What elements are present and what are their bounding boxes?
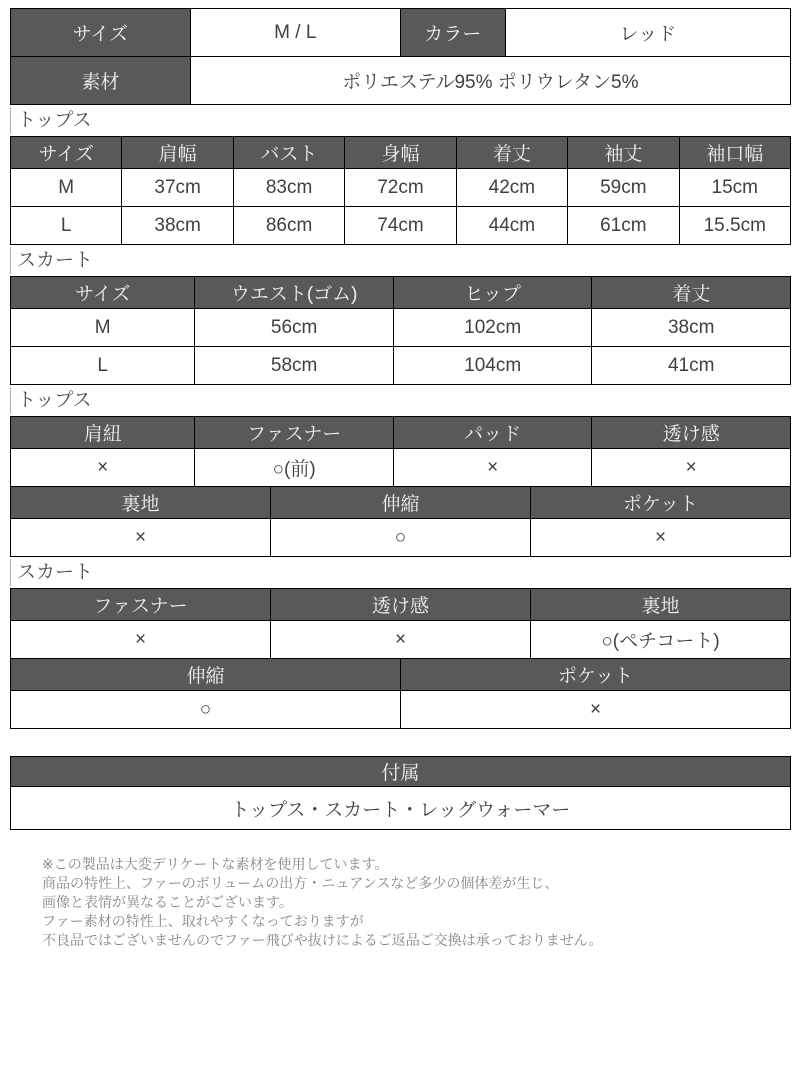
skirt-size-table xyxy=(10,276,791,385)
column-header: サイズ xyxy=(11,277,195,309)
feature-header: ファスナー xyxy=(11,589,271,621)
feature-header: 肩紐 xyxy=(11,417,195,449)
feature-header: 伸縮 xyxy=(11,659,401,691)
column-header: バスト xyxy=(233,137,344,169)
table-row xyxy=(11,347,791,385)
section-label-skirt-size: スカート xyxy=(10,247,791,274)
measure-cell: 74cm xyxy=(345,207,456,245)
table-row xyxy=(11,449,791,487)
measure-cell: 15cm xyxy=(679,169,790,207)
feature-value: × xyxy=(592,449,791,487)
table-row xyxy=(11,621,791,659)
table-row xyxy=(11,787,791,830)
column-header: 肩幅 xyxy=(122,137,233,169)
accessories-value: トップス・スカート・レッグウォーマー xyxy=(11,787,791,830)
feature-header: パッド xyxy=(393,417,592,449)
table-header-row xyxy=(11,757,791,787)
size-cell: L xyxy=(11,207,122,245)
size-cell: M xyxy=(11,309,195,347)
measure-cell: 86cm xyxy=(233,207,344,245)
measure-cell: 61cm xyxy=(568,207,679,245)
measure-cell: 38cm xyxy=(122,207,233,245)
note-line: 不良品ではございませんのでファー飛びや抜けによるご返品ご交換は承っておりません。 xyxy=(42,932,603,948)
column-header: 着丈 xyxy=(456,137,567,169)
table-row xyxy=(11,9,791,57)
material-label: 素材 xyxy=(11,57,191,105)
product-notes xyxy=(10,855,791,950)
feature-header: ポケット xyxy=(531,487,791,519)
column-header: ウエスト(ゴム) xyxy=(195,277,394,309)
skirt-features-table-row2 xyxy=(10,658,791,729)
measure-cell: 56cm xyxy=(195,309,394,347)
feature-value: × xyxy=(271,621,531,659)
column-header: 袖口幅 xyxy=(679,137,790,169)
measure-cell: 42cm xyxy=(456,169,567,207)
table-row xyxy=(11,309,791,347)
feature-value: × xyxy=(11,621,271,659)
measure-cell: 44cm xyxy=(456,207,567,245)
tops-features-table-row2 xyxy=(10,486,791,557)
color-value: レッド xyxy=(505,9,790,57)
feature-header: 裏地 xyxy=(531,589,791,621)
table-header-row xyxy=(11,137,791,169)
measure-cell: 15.5cm xyxy=(679,207,790,245)
note-line: 画像と表情が異なることがございます。 xyxy=(42,894,293,910)
table-header-row xyxy=(11,487,791,519)
column-header: サイズ xyxy=(11,137,122,169)
skirt-features-table-row1 xyxy=(10,588,791,659)
section-label-skirt-features: スカート xyxy=(10,559,791,586)
size-value: M / L xyxy=(190,9,400,57)
feature-header: 伸縮 xyxy=(271,487,531,519)
table-header-row xyxy=(11,277,791,309)
measure-cell: 83cm xyxy=(233,169,344,207)
accessories-table xyxy=(10,756,791,830)
tops-features-table-row1 xyxy=(10,416,791,487)
measure-cell: 37cm xyxy=(122,169,233,207)
feature-value: ○(ペチコート) xyxy=(531,621,791,659)
size-label: サイズ xyxy=(11,9,191,57)
column-header: 袖丈 xyxy=(568,137,679,169)
measure-cell: 41cm xyxy=(592,347,791,385)
table-row xyxy=(11,519,791,557)
column-header: 着丈 xyxy=(592,277,791,309)
note-line: 商品の特性上、ファーのボリュームの出方・ニュアンスなど多少の個体差が生じ、 xyxy=(42,875,559,891)
note-line: ファー素材の特性上、取れやすくなっておりますが xyxy=(42,913,364,929)
measure-cell: 72cm xyxy=(345,169,456,207)
table-row xyxy=(11,691,791,729)
size-cell: M xyxy=(11,169,122,207)
info-table xyxy=(10,8,791,105)
feature-value: × xyxy=(393,449,592,487)
table-header-row xyxy=(11,659,791,691)
table-header-row xyxy=(11,589,791,621)
table-row xyxy=(11,207,791,245)
size-cell: L xyxy=(11,347,195,385)
feature-value: × xyxy=(11,449,195,487)
measure-cell: 38cm xyxy=(592,309,791,347)
feature-value: ○ xyxy=(271,519,531,557)
feature-value: × xyxy=(11,519,271,557)
measure-cell: 59cm xyxy=(568,169,679,207)
feature-header: ファスナー xyxy=(195,417,394,449)
color-label: カラー xyxy=(400,9,505,57)
table-row xyxy=(11,57,791,105)
measure-cell: 58cm xyxy=(195,347,394,385)
column-header: ヒップ xyxy=(393,277,592,309)
tops-size-table xyxy=(10,136,791,245)
measure-cell: 102cm xyxy=(393,309,592,347)
accessories-header: 付属 xyxy=(11,757,791,787)
column-header: 身幅 xyxy=(345,137,456,169)
section-label-tops-features: トップス xyxy=(10,387,791,414)
table-row xyxy=(11,169,791,207)
feature-value: × xyxy=(531,519,791,557)
feature-value: × xyxy=(401,691,791,729)
feature-header: 透け感 xyxy=(592,417,791,449)
feature-value: ○(前) xyxy=(195,449,394,487)
measure-cell: 104cm xyxy=(393,347,592,385)
feature-header: 裏地 xyxy=(11,487,271,519)
note-line: ※この製品は大変デリケートな素材を使用しています。 xyxy=(42,856,389,872)
feature-header: 透け感 xyxy=(271,589,531,621)
feature-header: ポケット xyxy=(401,659,791,691)
table-header-row xyxy=(11,417,791,449)
feature-value: ○ xyxy=(11,691,401,729)
material-value: ポリエステル95% ポリウレタン5% xyxy=(190,57,790,105)
section-label-tops-size: トップス xyxy=(10,107,791,134)
